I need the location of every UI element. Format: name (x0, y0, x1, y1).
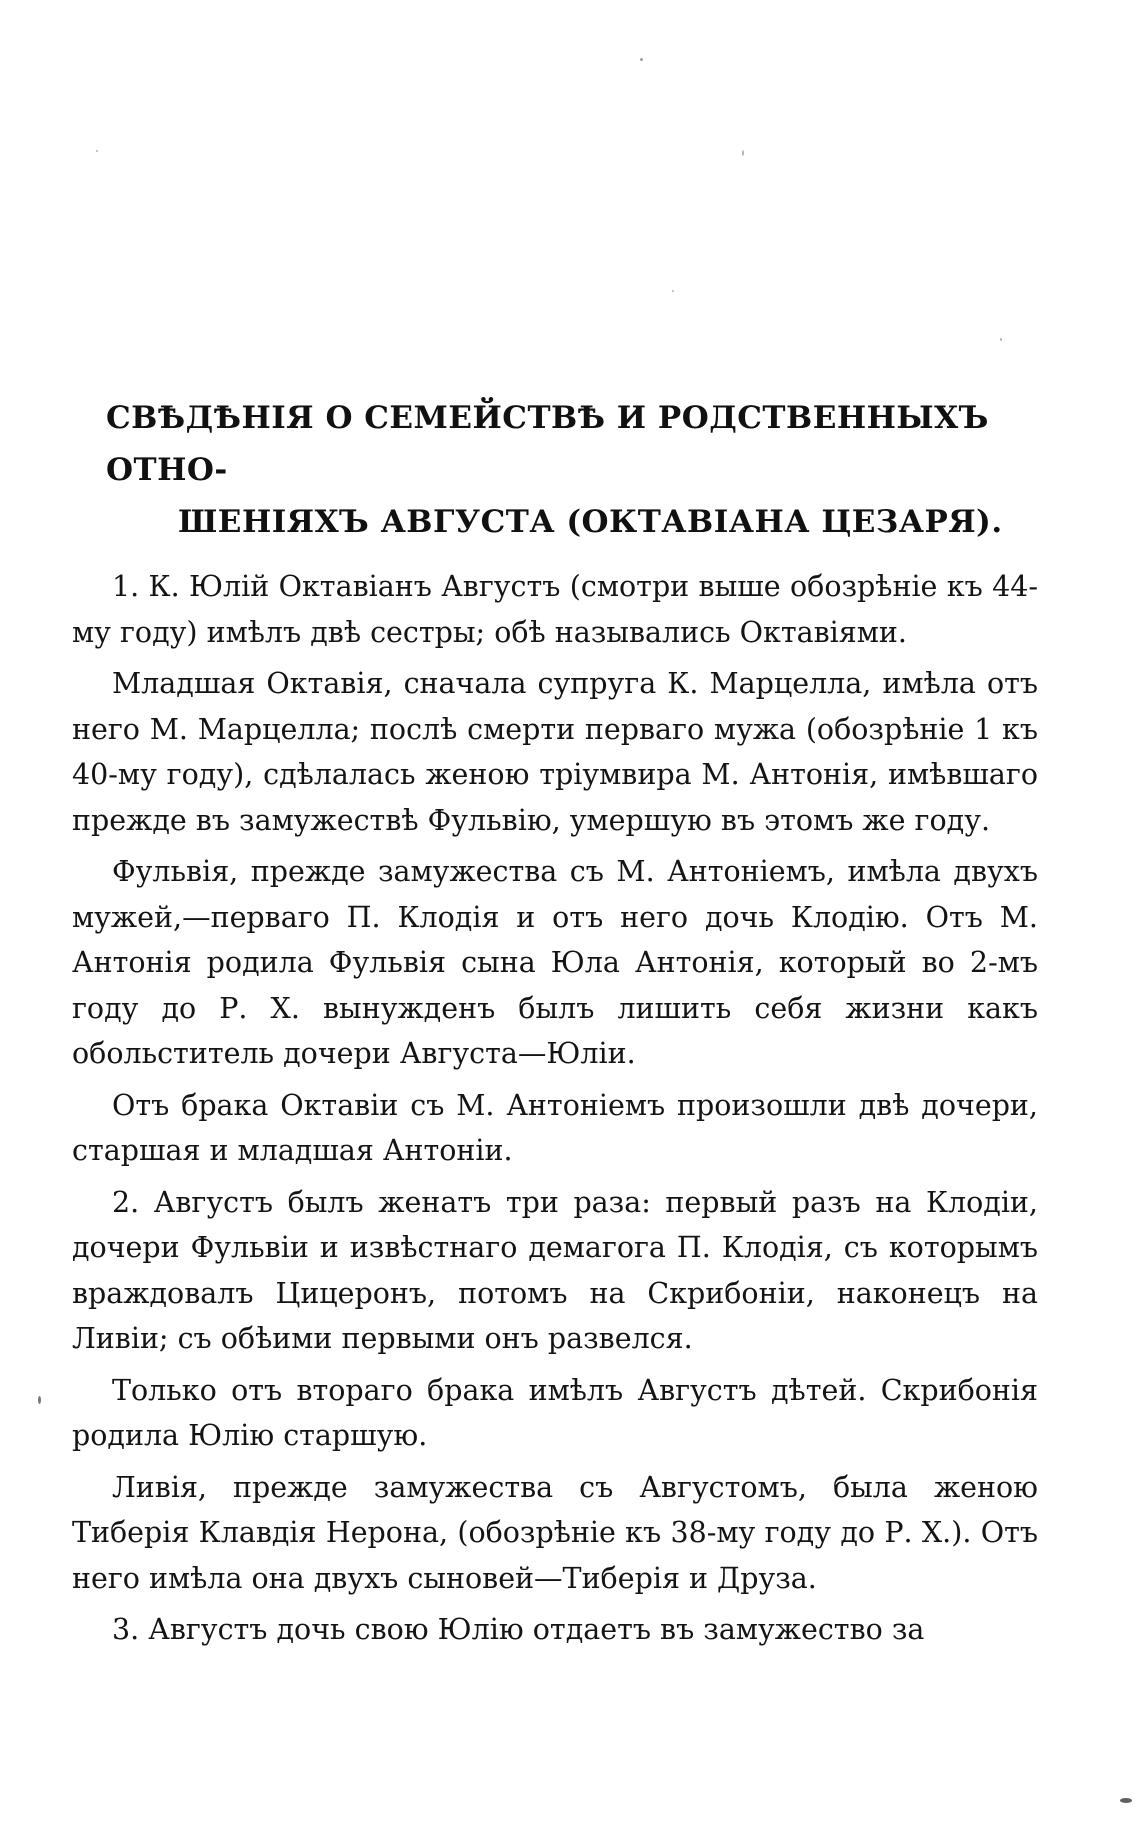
print-speck (96, 150, 98, 152)
print-speck (672, 290, 674, 292)
heading-line-2: ШЕНІЯХЪ АВГУСТА (ОКТАВІАНА ЦЕЗАРЯ). (178, 504, 1003, 540)
paragraph: Фульвія, прежде замужества съ М. Антоніемъ, имѣла двухъ мужей,—перваго П. Клодія и отъ него дочь Клодію. Отъ М. Антонія родила Фульвія сына Юла Антонія, который во 2-мъ году до Р. Х. вынужденъ былъ лишить себя жизни какъ обольститель дочери Августа—Юліи. (72, 855, 1038, 1070)
print-speck (1000, 338, 1002, 341)
body-text (72, 564, 1038, 1659)
paragraph: Младшая Октавія, сначала супруга К. Марцелла, имѣла отъ него М. Марцелла; послѣ смерти перваго мужа (обозрѣніе 1 къ 40-му году), сдѣлалась женою тріумвира М. Антонія, имѣвшаго прежде въ замужествѣ Фульвію, умершую въ этомъ же году. (72, 667, 1038, 837)
print-speck (742, 150, 744, 156)
print-speck (38, 1396, 41, 1404)
paragraph: 2. Августъ былъ женатъ три раза: первый разъ на Клодіи, дочери Фульвіи и извѣстнаго демагога П. Клодія, съ которымъ враждовалъ Цицеронъ, потомъ на Скрибоніи, наконецъ на Ливіи; съ обѣими первыми онъ развелся. (72, 1185, 1038, 1355)
print-speck (640, 58, 643, 61)
paragraph: Отъ брака Октавіи съ М. Антоніемъ произошли двѣ дочери, старшая и младшая Антоніи. (72, 1088, 1038, 1167)
print-speck (1120, 1798, 1132, 1803)
paragraph: Только отъ втораго брака имѣлъ Августъ дѣтей. Скрибонія родила Юлію старшую. (72, 1373, 1038, 1452)
paragraph: 1. К. Юлій Октавіанъ Августъ (смотри выше обозрѣніе къ 44-му году) имѣлъ двѣ сестры; обѣ назывались Октавіями. (72, 570, 1038, 649)
paragraph: 3. Августъ дочь свою Юлію отдаетъ въ замужество за (112, 1613, 925, 1646)
section-heading (70, 392, 1050, 548)
paragraph: Ливія, прежде замужества съ Августомъ, была женою Тиберія Клавдія Нерона, (обозрѣніе къ 38-му году до Р. Х.). Отъ него имѣла она двухъ сыновей—Тиберія и Друза. (72, 1470, 1038, 1595)
heading-line-1: СВѢДѢНІЯ О СЕМЕЙСТВѢ И РОДСТВЕННЫХЪ ОТНО- (106, 400, 989, 488)
